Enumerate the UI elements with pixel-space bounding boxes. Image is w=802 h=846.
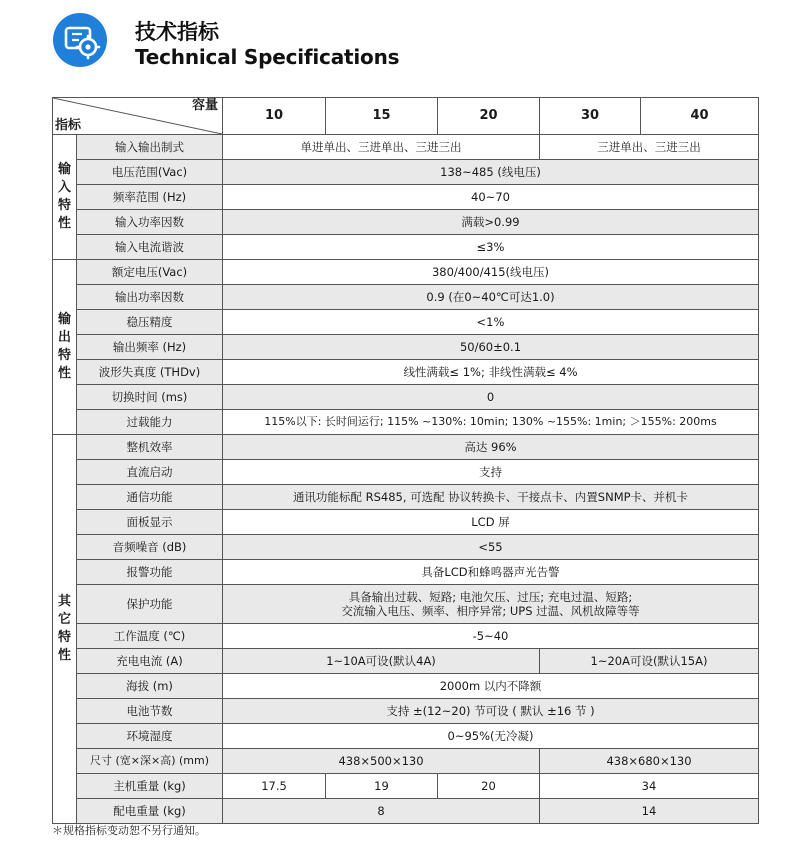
row-label: 过载能力 [77,410,223,435]
spec-table [52,97,759,824]
table-row [53,460,759,485]
row-value: 19 [326,774,438,799]
protection-line-1: 具备输出过载、短路; 电池欠压、过压; 充电过温、短路; [348,590,633,604]
row-label: 尺寸 (宽×深×高) (mm) [77,749,223,774]
page-title-zh: 技术指标 [135,20,219,44]
row-label: 配电重量 (kg) [77,799,223,824]
row-value: 14 [540,799,759,824]
row-value: 1~20A可设(默认15A) [540,649,759,674]
table-row [53,485,759,510]
row-label: 频率范围 (Hz) [77,185,223,210]
row-label: 稳压精度 [77,310,223,335]
row-value: 438×500×130 [223,749,540,774]
table-row [53,799,759,824]
row-label: 面板显示 [77,510,223,535]
capacity-30: 30 [540,98,641,135]
group-output-label [53,260,77,435]
row-label: 整机效率 [77,435,223,460]
row-label: 工作温度 (℃) [77,624,223,649]
table-row [53,749,759,774]
table-row [53,585,759,624]
row-value: 单进单出、三进单出、三进三出 [223,135,540,160]
row-value: <55 [223,535,759,560]
table-row [53,210,759,235]
table-row [53,699,759,724]
table-row [53,360,759,385]
capacity-15: 15 [326,98,438,135]
corner-cell [53,98,223,135]
row-value: 0~95%(无冷凝) [223,724,759,749]
row-label: 输入电流谐波 [77,235,223,260]
table-row [53,674,759,699]
table-row [53,160,759,185]
row-value: 20 [438,774,540,799]
capacity-20: 20 [438,98,540,135]
row-label: 主机重量 (kg) [77,774,223,799]
row-value: 0.9 (在0~40℃可达1.0) [223,285,759,310]
page-title-en: Technical Specifications [135,45,400,69]
row-value: 高达 96% [223,435,759,460]
table-row [53,560,759,585]
row-value: LCD 屏 [223,510,759,535]
row-value: 438×680×130 [540,749,759,774]
row-label: 额定电压(Vac) [77,260,223,285]
row-label: 切换时间 (ms) [77,385,223,410]
row-value [223,585,759,624]
row-label: 直流启动 [77,460,223,485]
row-label: 通信功能 [77,485,223,510]
group-input-text: 输入特性 [58,162,72,231]
row-value: 支持 [223,460,759,485]
group-input-label [53,135,77,260]
row-value: 1~10A可设(默认4A) [223,649,540,674]
capacity-40: 40 [641,98,759,135]
row-value: 通讯功能标配 RS485, 可选配 协议转换卡、干接点卡、内置SNMP卡、并机卡 [223,485,759,510]
row-value: 具备LCD和蜂鸣器声光告警 [223,560,759,585]
table-row [53,774,759,799]
row-value: <1% [223,310,759,335]
row-label: 输入功率因数 [77,210,223,235]
row-value: ≤3% [223,235,759,260]
table-row [53,624,759,649]
group-output-text: 输出特性 [58,312,72,381]
table-row [53,235,759,260]
table-row [53,649,759,674]
table-row [53,410,759,435]
row-value: 17.5 [223,774,326,799]
table-row [53,435,759,460]
row-value: 138~485 (线电压) [223,160,759,185]
row-label: 报警功能 [77,560,223,585]
table-row [53,385,759,410]
settings-gear-icon [52,12,108,68]
group-other-label [53,435,77,824]
capacity-10: 10 [223,98,326,135]
group-other-text: 其它特性 [58,594,72,663]
row-value: 8 [223,799,540,824]
row-value: 满载>0.99 [223,210,759,235]
footnote: ＊规格指标变动恕不另行通知。 [52,824,206,837]
row-value: 40~70 [223,185,759,210]
table-row [53,335,759,360]
row-label: 环境湿度 [77,724,223,749]
table-row [53,285,759,310]
row-label: 充电电流 (A) [77,649,223,674]
protection-line-2: 交流输入电压、频率、相序异常; UPS 过温、风机故障等等 [341,604,640,618]
row-value: 2000m 以内不降额 [223,674,759,699]
row-value: 115%以下: 长时间运行; 115% ~130%: 10min; 130% ~155%: 1min; ＞155%: 200ms [223,410,759,435]
row-value: 三进单出、三进三出 [540,135,759,160]
table-row [53,724,759,749]
indicator-header: 指标 [55,118,82,133]
row-label: 输入输出制式 [77,135,223,160]
table-row [53,310,759,335]
capacity-header: 容量 [191,98,218,113]
row-label: 海拔 (m) [77,674,223,699]
row-value: 50/60±0.1 [223,335,759,360]
table-row [53,510,759,535]
table-row [53,260,759,285]
table-row [53,535,759,560]
row-label: 电压范围(Vac) [77,160,223,185]
row-label: 输出功率因数 [77,285,223,310]
row-value: 线性满载≤ 1%; 非线性满载≤ 4% [223,360,759,385]
row-value: 0 [223,385,759,410]
row-label: 电池节数 [77,699,223,724]
table-row [53,135,759,160]
row-label: 输出频率 (Hz) [77,335,223,360]
row-label: 波形失真度 (THDv) [77,360,223,385]
table-row [53,185,759,210]
row-label: 音频噪音 (dB) [77,535,223,560]
row-value: -5~40 [223,624,759,649]
row-label: 保护功能 [77,585,223,624]
row-value: 支持 ±(12~20) 节可设 ( 默认 ±16 节 ) [223,699,759,724]
row-value: 34 [540,774,759,799]
row-value: 380/400/415(线电压) [223,260,759,285]
table-header-row [53,98,759,135]
